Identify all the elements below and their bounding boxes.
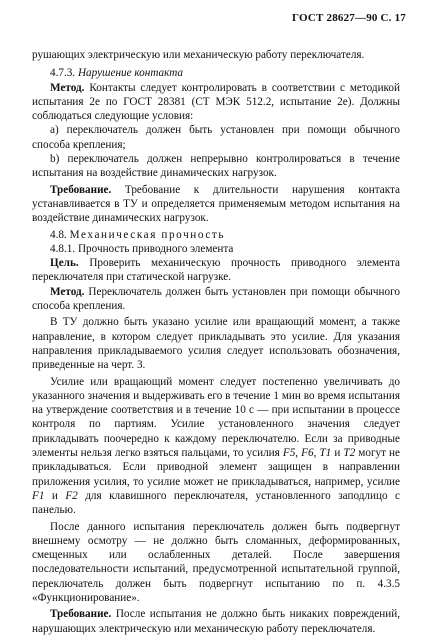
- condition-a: a) переключатель должен быть установлен при помощи обычного способа крепления;: [32, 124, 400, 151]
- requirement-text: Требование к длительности нарушения контакта устанавливается в ТУ и определяется применяемым методом испытания на воздействие динамических нагрузок.: [32, 183, 400, 225]
- requirement-label: Требование.: [50, 183, 112, 196]
- method-text: Переключатель должен быть установлен при помощи обычного способа крепления.: [32, 285, 400, 313]
- purpose-label: Цель.: [50, 257, 79, 270]
- method-label: Метод.: [50, 81, 85, 94]
- force-t2: T2: [343, 447, 356, 460]
- method-paragraph-2: [32, 285, 400, 314]
- force-text-3: для клавишного переключателя, установленного заподлицо с панелью.: [32, 489, 400, 517]
- after-test-paragraph: После данного испытания переключатель должен быть подвергнут внешнему осмотру — не должно быть сломанных, деформированных, смещенных или ослабленных деталей. После завершения последовательности испытаний, предусмотренной испытательной группой, переключатель должен быть подвергнут испытанию по п. 4.3.5 «Функционирование».: [32, 520, 400, 604]
- method-label: Метод.: [50, 285, 85, 298]
- condition-b: b) переключатель должен непрерывно контролироваться в течение испытания на воздействие динамических нагрузок.: [32, 153, 400, 180]
- requirement-text: После испытания не должно быть никаких повреждений, нарушающих электрическую или механическую работу переключателя.: [32, 608, 400, 635]
- section-number: 4.8.: [50, 228, 67, 241]
- paragraph-continuation: рушающих электрическую или механическую работу переключателя.: [32, 49, 365, 61]
- force-f2: F2: [65, 489, 78, 502]
- requirement-paragraph-2: [32, 607, 400, 636]
- force-f1: F1: [32, 489, 45, 502]
- section-4-7-3-heading: [32, 66, 400, 80]
- method-text: Контакты следует контролировать в соответствии с методикой испытания 2е по ГОСТ 28381 (СТ МЭК 512.2, испытание 2е). Должны соблюдаться следующие условия:: [32, 81, 401, 123]
- section-4-8-1-heading: 4.8.1. Прочность приводного элемента: [50, 242, 234, 255]
- force-paragraph: Усилие или вращающий момент следует постепенно увеличивать до указанного значения и выдерживать его в течение 1 мин во время испытания на утверждение соответствия и в течение 10 с — при испытании в процессе контроля по партиям. Усилие установленного значения следует прикладывать поочередно к каждому переключателю. Если за приводные элементы нельзя легко взяться пальцами, то усилия F5, F6, T1 и T2 могут не прикладываться. Если приводной элемент защищен в направлении приложения усилия, то усилие может не прикладываться, например, усилие F1 и F2 для клавишного переключателя, установленного заподлицо с панелью.: [32, 375, 401, 517]
- method-paragraph: [32, 81, 400, 124]
- section-number: 4.7.3.: [50, 67, 76, 80]
- section-title: Механическая прочность: [69, 228, 226, 241]
- purpose-text: Проверить механическую прочность приводного элемента переключателя при статической нагрузке.: [32, 257, 401, 284]
- force-f6: F6: [301, 447, 314, 460]
- page-content: [32, 48, 400, 636]
- section-title: Нарушение контакта: [77, 67, 184, 80]
- force-t1: T1: [319, 447, 332, 460]
- force-text-2: могут не прикладываться. Если приводной элемент защищен в направлении приложения усилия, то усилие может не прикладываться, например, усилие: [32, 447, 401, 488]
- force-f5: F5: [282, 447, 296, 460]
- section-4-8-heading: [32, 228, 400, 242]
- requirement-label: Требование.: [50, 608, 112, 621]
- tu-paragraph: В ТУ должно быть указано усилие или вращающий момент, а также направление, в котором следует прикладывать это усилие. Для указания направления прикладываемого усилия следует использовать обозначения, приведенные на черт. 3.: [32, 316, 400, 372]
- requirement-paragraph: [32, 183, 400, 226]
- page-header: ГОСТ 28627—90 С. 17: [292, 12, 406, 24]
- force-text-1: Усилие или вращающий момент следует постепенно увеличивать до указанного значения и выдерживать его в течение 1 мин во время испытания на утверждение соответствия и в течение 10 с — при испытании в процессе контроля по партиям. Усилие установленного значения следует прикладывать поочередно к каждому переключателю. Если за приводные элементы нельзя легко взяться пальцами, то усилия: [32, 375, 400, 460]
- purpose-paragraph: [32, 256, 400, 285]
